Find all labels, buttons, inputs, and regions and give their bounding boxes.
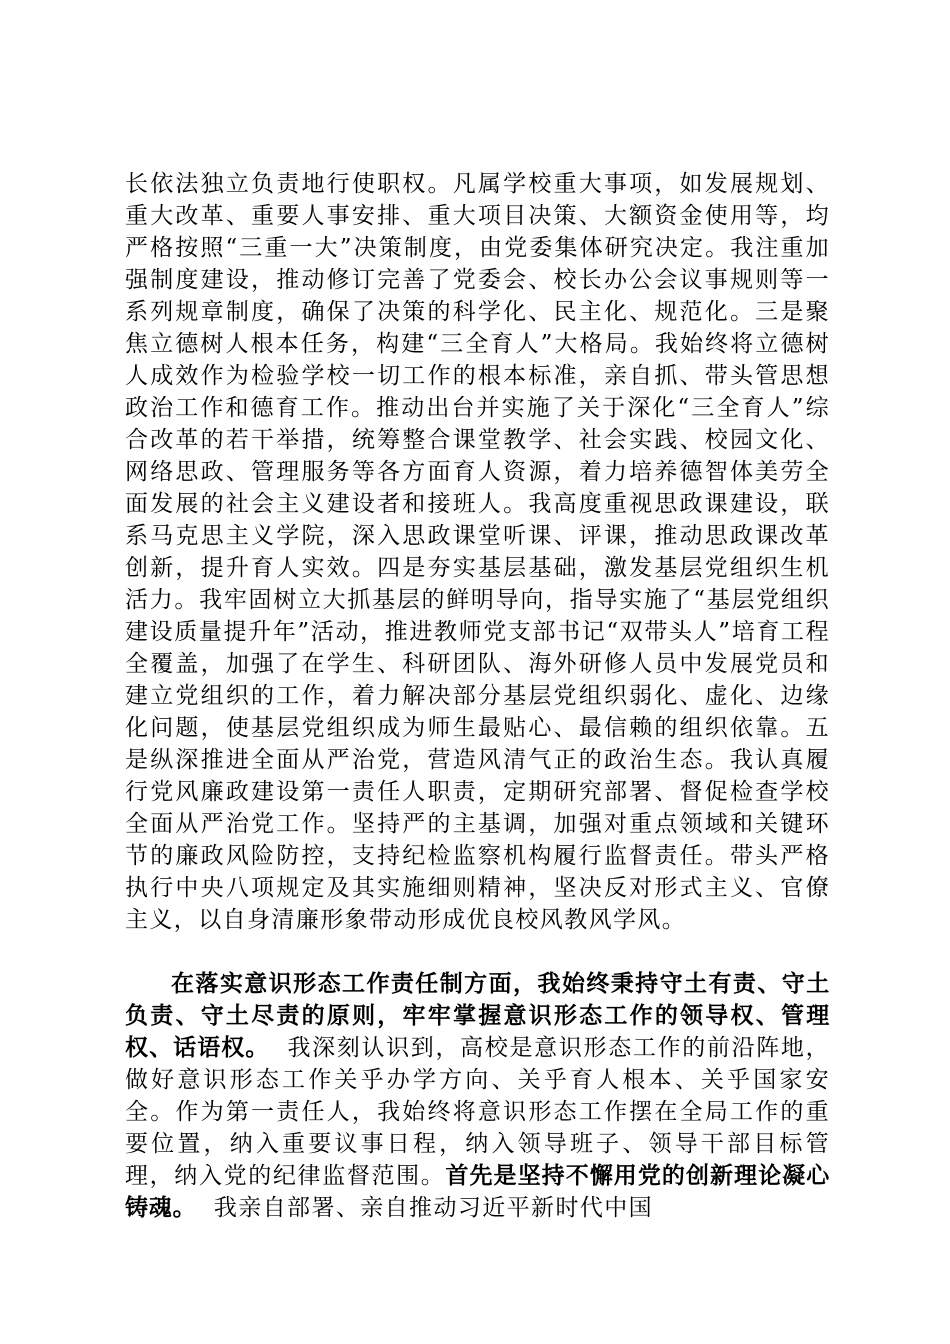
body-paragraph-1: 长依法独立负责地行使职权。凡属学校重大事项，如发展规划、重大改革、重要人事安排、重大项目决策、大额资金使用等，均严格按照“三重一大”决策制度，由党委集体研究决定。我注重加强制度建设，推动修订完善了党委会、校长办公会议事规则等一系列规章制度，确保了决策的科学化、民主化、规范化。三是聚焦立德树人根本任务，构建“三全育人”大格局。我始终将立德树人成效作为检验学校一切工作的根本标准，亲自抓、带头管思想政治工作和德育工作。推动出台并实施了关于深化“三全育人”综合改革的若干举措，统筹整合课堂教学、社会实践、校园文化、网络思政、管理服务等各方面育人资源，着力培养德智体美劳全面发展的社会主义建设者和接班人。我高度重视思政课建设，联系马克思主义学院，深入思政课堂听课、评课，推动思政课改革创新，提升育人实效。四是夯实基层基础，激发基层党组织生机活力。我牢固树立大抓基层的鲜明导向，指导实施了“基层党组织建设质量提升年”活动，推进教师党支部书记“双带头人”培育工程全覆盖，加强了在学生、科研团队、海外研修人员中发展党员和建立党组织的工作，着力解决部分基层党组织弱化、虚化、边缘化问题，使基层党组织成为师生最贴心、最信赖的组织依靠。五是纵深推进全面从严治党，营造风清气正的政治生态。我认真履行党风廉政建设第一责任人职责，定期研究部署、督促检查学校全面从严治党工作。坚持严的主基调，加强对重点领域和关键环节的廉政风险防控，支持纪检监察机构履行监督责任。带头严格执行中央八项规定及其实施细则精神，坚决反对形式主义、官僚主义，以自身清廉形象带动形成优良校风教风学风。 bbox=[125, 171, 830, 933]
paragraph-2-body: 我深刻认识到，高校是意识形态工作的前沿阵地，做好意识形态工作关乎办学方向、关乎育人根本、关乎国家安全。作为第一责任人，我始终将意识形态工作摆在全局工作的重要位置，纳入重要议事日程，纳入领导班子、领导干部目标管理，纳入党的纪律监督范围。 bbox=[125, 1035, 830, 1189]
paragraph-2-lead-bold: 在落实意识形态工作责任制方面，我始终秉持守土有责、守土负责、守土尽责的原则，牢牢掌握意识形态工作的领导权、管理权、话语权。 bbox=[125, 970, 830, 1061]
paragraph-2-second-bold: 首先是坚持不懈用党的创新理论凝心铸魂。 bbox=[125, 1162, 830, 1221]
document-page bbox=[125, 168, 830, 1224]
paragraph-2-tail: 我亲自部署、亲自推动习近平新时代中国 bbox=[213, 1195, 654, 1221]
body-paragraph-2 bbox=[125, 968, 830, 1224]
